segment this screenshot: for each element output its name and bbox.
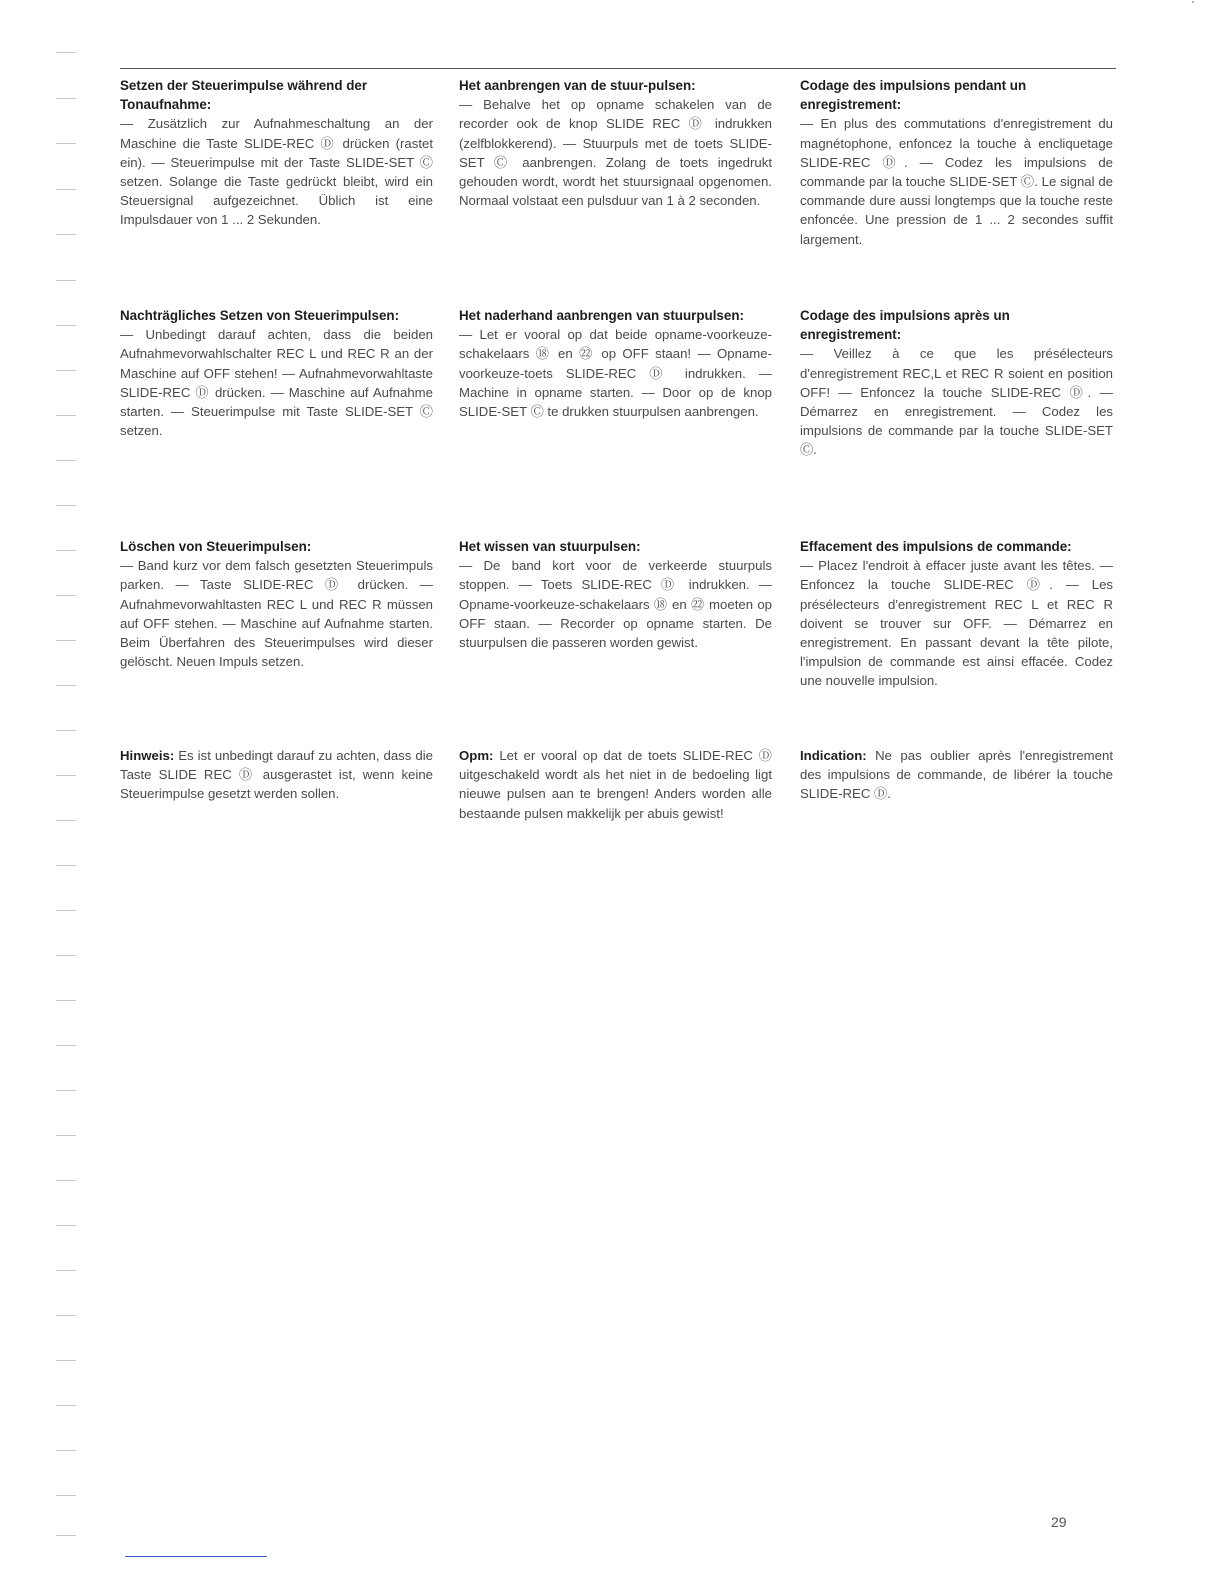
note-text: Ne pas oublier après l'enregistrement des impulsions de commande, de libérer la touche SLIDE-REC Ⓓ. (800, 748, 1113, 802)
section-title: Het wissen van stuurpulsen: (459, 539, 641, 554)
section-title: Löschen von Steuerimpulsen: (120, 539, 312, 554)
note-body (800, 746, 1113, 804)
section-body: — Zusätzlich zur Aufnahmeschaltung an der Maschine die Taste SLIDE-REC Ⓓ drücken (rastet ein). — Steuerimpulse mit der Taste SLIDE-SET Ⓒ setzen. Solange die Taste gedrückt bleibt, wird ein Steuersignal aufgezeichnet. Üblich ist eine Impulsdauer von 1 ... 2 Sekunden. (120, 116, 433, 228)
section-title: Setzen der Steuerimpulse während der Tonaufnahme: (120, 78, 368, 113)
section-body: — Let er vooral op dat beide opname-voorkeuze-schakelaars ⑱ en ㉒ op OFF staan! — Opname-voorkeuze-toets SLIDE-REC Ⓓ indrukken. — Machine in opname starten. — Door op de knop SLIDE-SET Ⓒ te drukken stuurpulsen aanbrengen. (459, 327, 772, 420)
note-label: Hinweis: (120, 748, 175, 763)
section-body: — Band kurz vor dem falsch gesetzten Steuerimpuls parken. — Taste SLIDE-REC Ⓓ drücken. — Aufnahmevorwahltasten REC L und REC R müssen auf OFF stehen. — Maschine auf Aufnahme starten. Beim Überfahren des Steuerimpulses wird dieser gelöscht. Neuen Impuls setzen. (120, 558, 433, 670)
section-body: — En plus des commutations d'enregistrement du magnétophone, enfoncez la touche à encliquetage SLIDE-REC Ⓓ. — Codez les impulsions de commande par la touche SLIDE-SET Ⓒ. Le signal de commande dure aussi longtemps que la touche reste enfoncée. Une pression de 1 ... 2 secondes suffit largement. (800, 116, 1113, 247)
section-nl-erase (459, 537, 772, 652)
section-body: — Veillez à ce que les présélecteurs d'enregistrement REC,L et REC R soient en position OFF! — Enfoncez la touche SLIDE-REC Ⓓ. — Démarrez en enregistrement. — Codez les impulsions de commande par la touche SLIDE-SET Ⓒ. (800, 346, 1113, 458)
note-text: Let er vooral op dat de toets SLIDE-REC Ⓓ uitgeschakeld wordt als het niet in de bedoeling ligt nieuwe pulsen aan te brengen! Anders worden alle bestaande pulsen makkelijk per abuis gewist! (459, 748, 772, 821)
section-title: Het aanbrengen van de stuur-pulsen: (459, 78, 696, 93)
section-de-erase (120, 537, 433, 671)
note-text: Es ist unbedingt darauf zu achten, dass die Taste SLIDE REC Ⓓ ausgerastet ist, wenn keine Steuerimpulse gesetzt werden sollen. (120, 748, 433, 802)
section-title: Codage des impulsions après un enregistrement: (800, 308, 1010, 343)
section-fr-set-after-recording (800, 306, 1113, 460)
section-fr-erase (800, 537, 1113, 691)
section-body: — De band kort voor de verkeerde stuurpuls stoppen. — Toets SLIDE-REC Ⓓ indrukken. — Opname-voorkeuze-schakelaars ⑱ en ㉒ moeten op OFF staan. — Recorder op opname starten. De stuurpulsen die passeren worden gewist. (459, 558, 772, 651)
note-label: Indication: (800, 748, 867, 763)
section-fr-set-during-recording (800, 76, 1113, 249)
section-de-set-after-recording (120, 306, 433, 440)
note-body (120, 746, 433, 804)
section-de-set-during-recording (120, 76, 433, 230)
binding-margin-marks (56, 0, 78, 1584)
section-title: Effacement des impulsions de commande: (800, 539, 1072, 554)
section-body: — Placez l'endroit à effacer juste avant les têtes. — Enfoncez la touche SLIDE-REC Ⓓ. — Les présélecteurs d'enregistrement REC L et REC R doivent se trouver sur OFF. — Démarrez en enregistrement. En passant devant la tête pilote, l'impulsion de commande est ainsi effacée. Codez une nouvelle impulsion. (800, 558, 1113, 689)
top-rule (120, 68, 1116, 69)
section-title: Het naderhand aanbrengen van stuurpulsen: (459, 308, 744, 323)
section-title: Nachträgliches Setzen von Steuerimpulsen: (120, 308, 400, 323)
section-body: — Unbedingt darauf achten, dass die beiden Aufnahmevorwahlschalter REC L und REC R an der Maschine auf OFF stehen! — Aufnahmevorwahltaste SLIDE-REC Ⓓ drücken. — Maschine auf Aufnahme starten. — Steuerimpulse mit Taste SLIDE-SET Ⓒ setzen. (120, 327, 433, 439)
note-fr (800, 746, 1113, 804)
bottom-rule (125, 1556, 267, 1557)
corner-tick-mark: ' (1192, 0, 1194, 11)
note-body (459, 746, 772, 823)
note-de (120, 746, 433, 804)
note-label: Opm: (459, 748, 494, 763)
note-nl (459, 746, 772, 823)
section-nl-set-after-recording (459, 306, 772, 421)
page-number: 29 (1051, 1514, 1067, 1530)
section-nl-set-during-recording (459, 76, 772, 210)
section-body: — Behalve het op opname schakelen van de recorder ook de knop SLIDE REC Ⓓ indrukken (zelfblokkerend). — Stuurpuls met de toets SLIDE-SET Ⓒ aanbrengen. Zolang de toets ingedrukt gehouden wordt, wordt het stuursignaal opgenomen. Normaal volstaat een pulsduur van 1 à 2 seconden. (459, 97, 772, 209)
section-title: Codage des impulsions pendant un enregistrement: (800, 78, 1027, 113)
